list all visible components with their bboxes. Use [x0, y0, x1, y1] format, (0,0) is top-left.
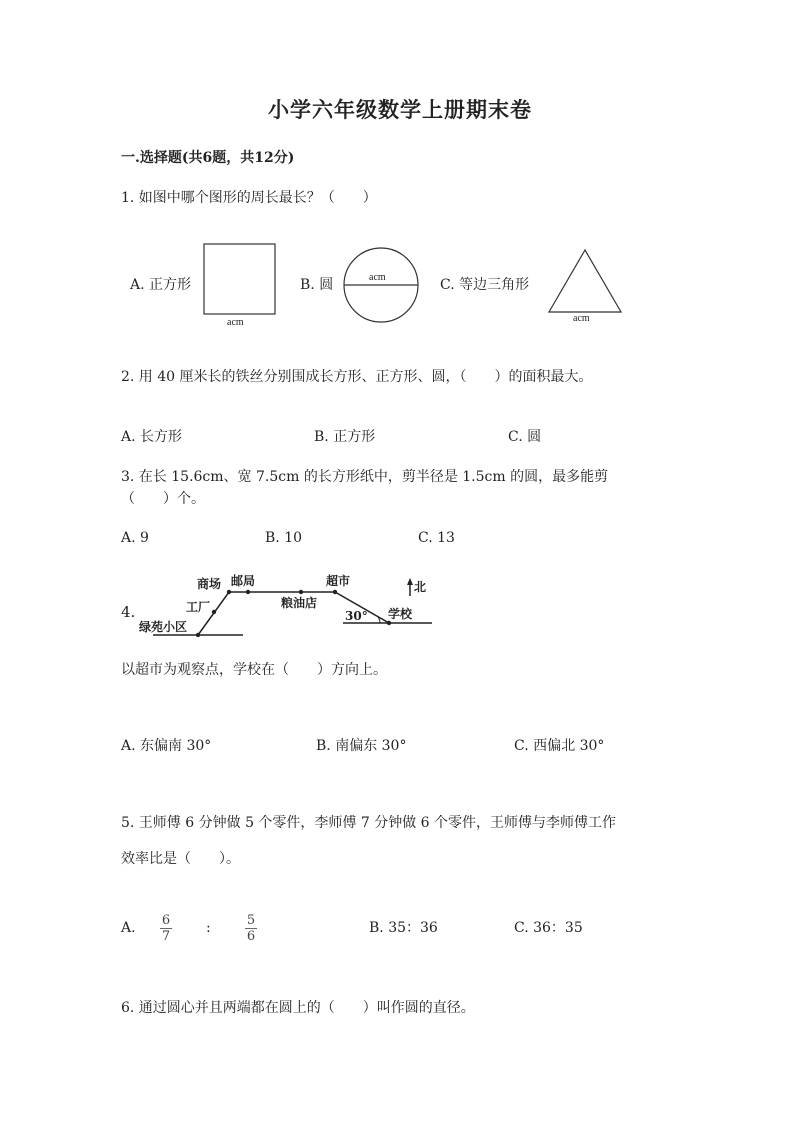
- question-3: 3. 在长 15.6cm、宽 7.5cm 的长方形纸中，剪半径是 1.5cm 的圆，最多能剪: [121, 469, 609, 485]
- question-3-cont: （ ）个。: [121, 491, 205, 507]
- map-label-factory: 工厂: [186, 600, 211, 614]
- question-4: 以超市为观察点，学校在（ ）方向上。: [121, 662, 387, 678]
- map-label-community: 绿苑小区: [139, 620, 188, 634]
- q4-option-a: A. 东偏南 30°: [121, 738, 212, 754]
- q1-option-a: A. 正方形: [130, 277, 192, 293]
- q1-option-c: C. 等边三角形: [440, 277, 530, 293]
- q1-option-b: B. 圆: [300, 277, 334, 293]
- question-6: 6. 通过圆心并且两端都在圆上的（ ）叫作圆的直径。: [121, 1000, 475, 1016]
- q3-option-a: A. 9: [121, 530, 149, 546]
- map-label-north: 北: [414, 580, 427, 594]
- north-arrow-icon: [407, 578, 413, 585]
- denominator: 7: [161, 929, 171, 944]
- map-label-supermarket: 超市: [326, 574, 351, 588]
- numerator: 6: [161, 913, 171, 928]
- q3-option-c: C. 13: [418, 530, 455, 546]
- q5-option-a-label: A.: [121, 920, 136, 936]
- question-4-number: 4.: [121, 603, 136, 621]
- q4-option-b: B. 南偏东 30°: [316, 738, 407, 754]
- map-label-post: 邮局: [231, 574, 256, 588]
- q2-option-b: B. 正方形: [314, 429, 376, 445]
- triangle-figure: [549, 250, 621, 312]
- question-5: 5. 王师傅 6 分钟做 5 个零件，李师傅 7 分钟做 6 个零件，王师傅与李师傅工作: [121, 815, 617, 831]
- q5-option-c: C. 36：35: [514, 920, 583, 936]
- q4-option-c: C. 西偏北 30°: [514, 738, 605, 754]
- ratio-colon: :: [206, 920, 211, 936]
- map-label-angle: 30°: [345, 609, 368, 623]
- question-1: 1. 如图中哪个图形的周长最长？（ ）: [121, 190, 377, 206]
- question-2: 2. 用 40 厘米长的铁丝分别围成长方形、正方形、圆，（ ）的面积最大。: [121, 369, 593, 385]
- section-heading: 一.选择题(共6题，共12分): [121, 150, 295, 166]
- triangle-side-label: acm: [573, 313, 590, 324]
- fraction-6-7: [160, 913, 172, 944]
- q2-option-c: C. 圆: [508, 429, 542, 445]
- square-side-label: acm: [227, 317, 244, 328]
- map-label-shopping: 商场: [197, 577, 222, 591]
- q2-option-a: A. 长方形: [121, 429, 183, 445]
- page-title: 小学六年级数学上册期末卷: [268, 97, 532, 122]
- question-5-cont: 效率比是（ ）。: [121, 851, 240, 867]
- map-label-grain: 粮油店: [281, 596, 318, 610]
- q3-option-b: B. 10: [265, 530, 303, 546]
- circle-diameter-label: acm: [369, 272, 386, 283]
- denominator: 6: [246, 929, 256, 944]
- square-figure: [204, 244, 275, 314]
- map-label-school: 学校: [388, 607, 413, 621]
- fraction-5-6: [245, 913, 257, 944]
- numerator: 5: [246, 913, 256, 928]
- q5-option-b: B. 35：36: [369, 920, 438, 936]
